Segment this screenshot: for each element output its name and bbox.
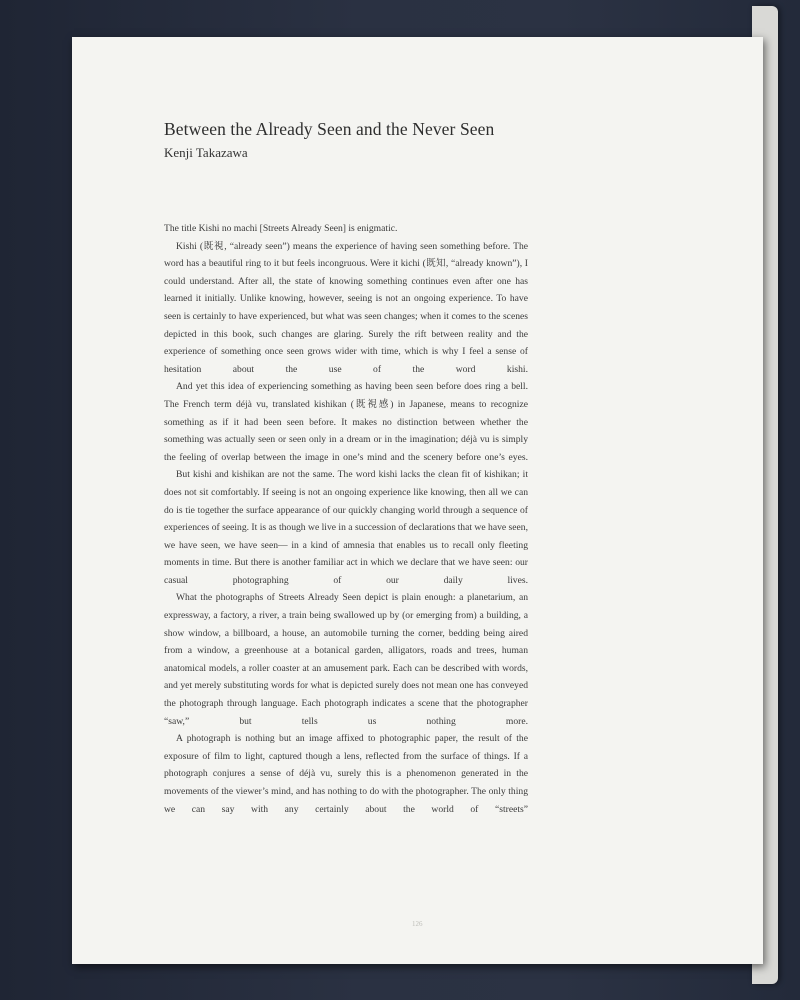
article-body (164, 220, 528, 818)
paragraph-3: And yet this idea of experiencing something as having been seen before does ring a bell. The French term déjà vu, translated kishikan (既視感) in Japanese, means to recognize something as if it had been seen before. It makes no distinction between whether the something was actually seen or seen only in a dream or in the imagination; déjà vu is simply the feeling of overlap between the image in one’s mind and the scenery before one’s eyes. (164, 381, 528, 463)
paragraph-5: What the photographs of Streets Already Seen depict is plain enough: a planetarium, an expressway, a factory, a river, a train being swallowed up by (or emerging from) a building, a show window, a billboard, a house, an automobile turning the corner, bedding being aired from a window, a greenhouse at a botanical garden, alligators, roads and trees, human anatomical models, a roller coaster at an amusement park. Each can be described with words, and yet merely substituting words for what is depicted surely does not mean one has conveyed the photograph through language. Each photograph indicates a scene that the photographer “saw,” but tells us nothing more. (164, 592, 528, 727)
book-page (72, 37, 763, 964)
page-number: 126 (412, 920, 423, 928)
paragraph-2: Kishi (既視, “already seen”) means the experience of having seen something before. The word has a beautiful ring to it but feels incongruous. Were it kichi (既知, “already known”), I could understand. After all, the state of knowing something continues even after one has learned it initially. Unlike knowing, however, seeing is not an ongoing experience. To have seen is certainly to have experienced, but what was seen changes; when it comes to the scenes depicted in this book, such changes are glaring. Surely the rift between reality and the experience of something once seen grows wider with time, which is why I feel a sense of hesitation about the use of the word kishi. (164, 240, 528, 375)
article-title: Between the Already Seen and the Never Seen (164, 119, 495, 139)
paragraph-4: But kishi and kishikan are not the same. The word kishi lacks the clean fit of kishikan; it does not sit comfortably. If seeing is not an ongoing experience like knowing, then all we can do is tie together the surface appearance of our quickly changing world through a sequence of experiences of seeing. It is as though we live in a succession of declarations that we have seen, we have seen, we have seen— in a kind of amnesia that enables us to recall only fleeting moments in time. But there is another familiar act in which we declare that we have seen: our casual photographing of our daily lives. (164, 469, 528, 586)
paragraph-1: The title Kishi no machi [Streets Already Seen] is enigmatic. (164, 223, 398, 234)
author-name: Kenji Takazawa (164, 145, 248, 160)
paragraph-6: A photograph is nothing but an image affixed to photographic paper, the result of the exposure of film to light, captured though a lens, reflected from the surface of things. If a photograph conjures a sense of déjà vu, surely this is a phenomenon generated in the movements of the viewer’s mind, and has nothing to do with the photographer. The only thing we can say with any certainly about the world of “streets” (164, 733, 528, 815)
